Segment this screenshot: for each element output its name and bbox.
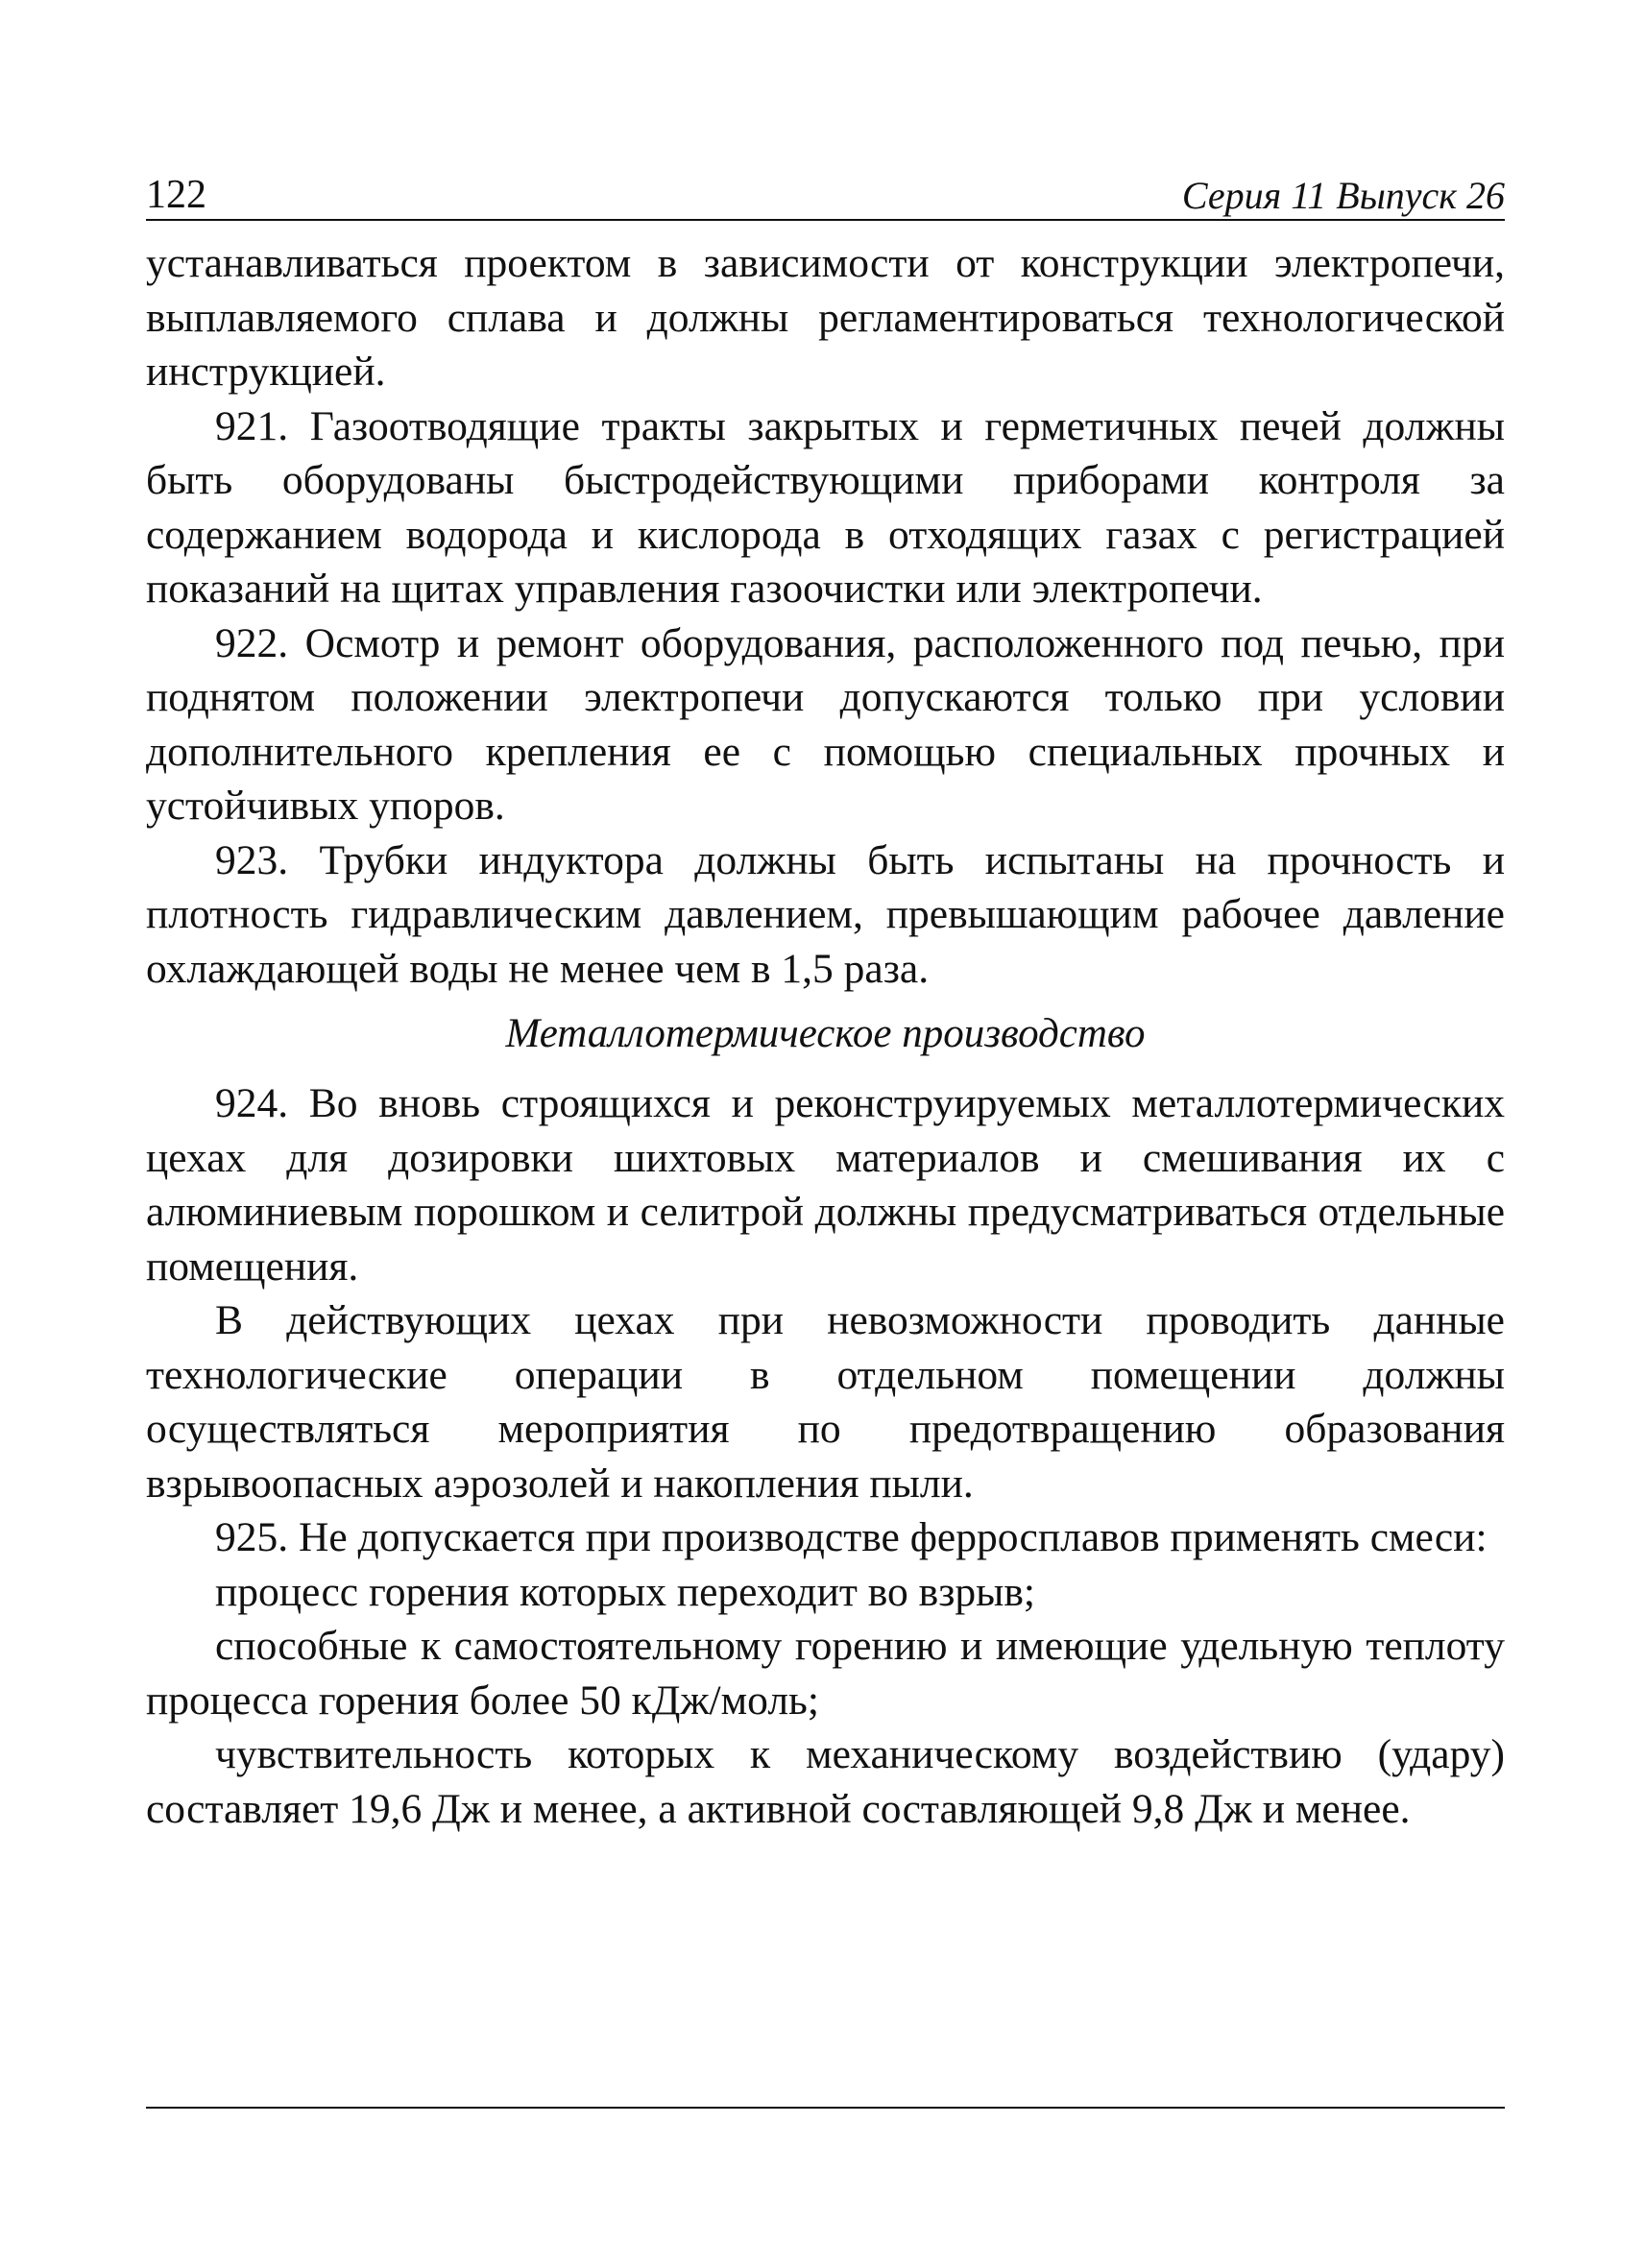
page-number: 122 [146,173,206,217]
running-head: Серия 11 Выпуск 26 [1181,174,1505,217]
list-item-925-3: чувствительность которых к механическому воздействию (удару) составляет 19,6 Дж и менее, а активной составляющей 9,8 Дж и менее. [146,1731,1505,1832]
list-item-925-2: способные к самостоятельному горению и имеющие удельную теплоту процесса горения более 50 кДж/моль; [146,1623,1505,1724]
paragraph-continuation: устанавливаться проектом в зависимости от конструкции электропечи, выплавляемого сплава и должны регламентироваться технологической инструкцией. [146,240,1505,395]
section-title: Металлотермическое производство [505,1011,1146,1056]
document-page [146,0,1505,2268]
footer-rule [146,2107,1505,2109]
paragraph-923: 923. Трубки индуктора должны быть испытаны на прочность и плотность гидравлическим давлением, превышающим рабочее давление охлаждающей воды не менее чем в 1,5 раза. [146,836,1505,992]
paragraph-922: 922. Осмотр и ремонт оборудования, расположенного под печью, при поднятом положении электропечи допускаются только при условии дополнительного крепления ее с помощью специальных прочных и устойчивых упоров. [146,619,1505,829]
page-header [146,169,1505,221]
paragraph-921: 921. Газоотводящие тракты закрытых и герметичных печей должны быть оборудованы быстродействующими приборами контроля за содержанием водорода и кислорода в отходящих газах с регистрацией показаний на щитах управления газоочистки или электропечи. [146,402,1505,612]
page-body [146,236,1505,1836]
paragraph-924-continued: В действующих цехах при невозможности проводить данные технологические операции в отдельном помещении должны осуществляться мероприятия по предотвращению образования взрывоопасных аэрозолей и накопления пыли. [146,1297,1505,1507]
list-item-925-1: процесс горения которых переходит во взрыв; [215,1568,1035,1615]
paragraph-924: 924. Во вновь строящихся и реконструируемых металлотермических цехах для дозировки шихтовых материалов и смешивания их с алюминиевым порошком и селитрой должны предусматриваться отдельные помещения. [146,1080,1505,1290]
paragraph-925: 925. Не допускается при производстве ферросплавов применять смеси: [215,1514,1488,1560]
